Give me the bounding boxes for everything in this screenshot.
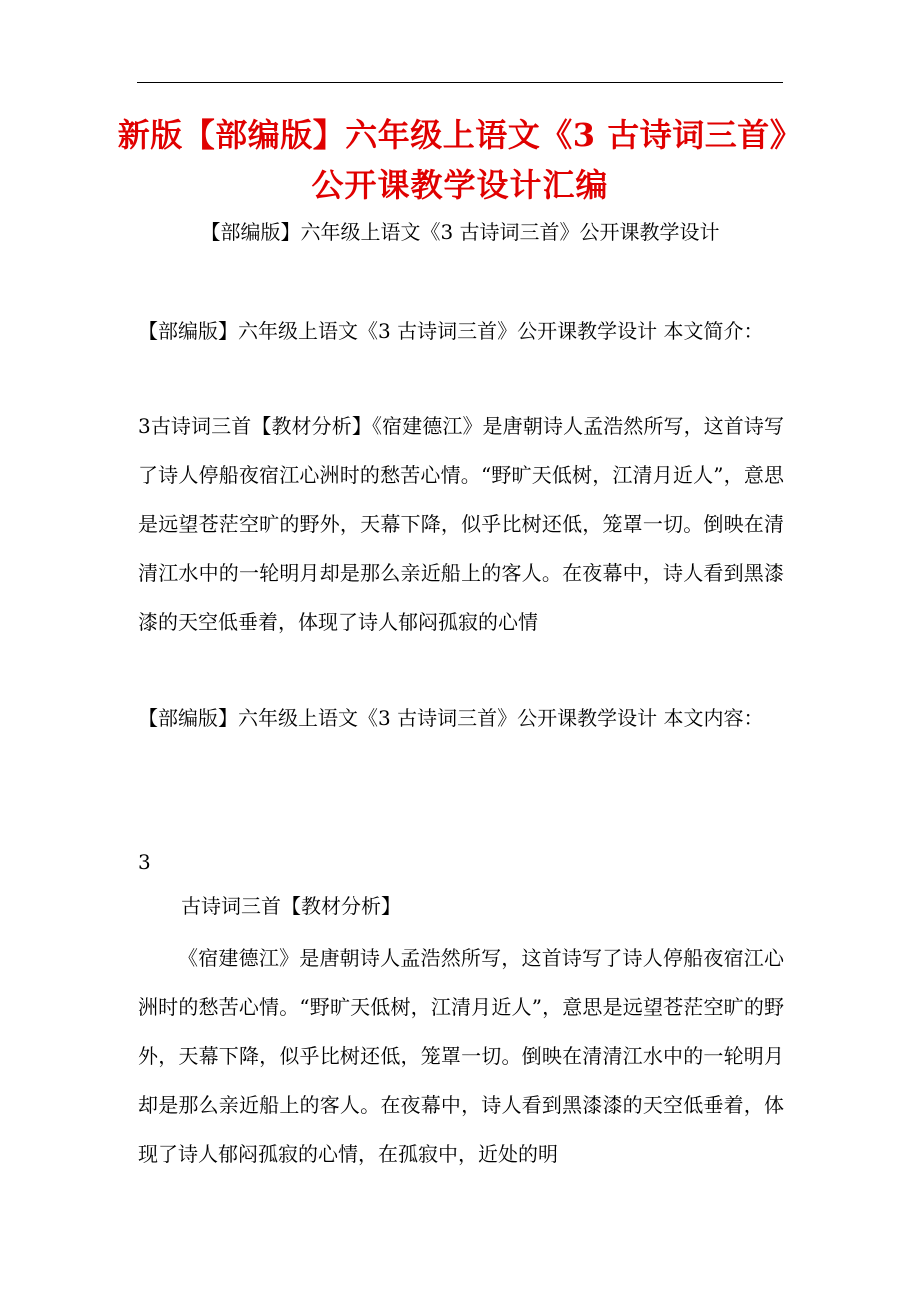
content-heading: 【部编版】六年级上语文《3 古诗词三首》公开课教学设计 本文内容： bbox=[138, 706, 764, 730]
document-title-line-1: 新版【部编版】六年级上语文《3 古诗词三首》 bbox=[117, 116, 803, 154]
document-subtitle: 【部编版】六年级上语文《3 古诗词三首》公开课教学设计 bbox=[200, 220, 720, 244]
header-rule bbox=[137, 82, 783, 83]
summary-paragraph: 3古诗词三首【教材分析】《宿建德江》是唐朝诗人孟浩然所写，这首诗写了诗人停船夜宿江心洲时的愁苦心情。“野旷天低树，江清月近人”，意思是远望苍茫空旷的野外，天幕下降，似乎比树还低，笼罩一切。倒映在清清江水中的一轮明月却是那么亲近船上的客人。在夜幕中，诗人看到黑漆漆的天空低垂着，体现了诗人郁闷孤寂的心情 bbox=[138, 414, 784, 634]
body-paragraph: 《宿建德江》是唐朝诗人孟浩然所写，这首诗写了诗人停船夜宿江心洲时的愁苦心情。“野旷天低树，江清月近人”，意思是远望苍茫空旷的野外，天幕下降，似乎比树还低，笼罩一切。倒映在清清江水中的一轮明月却是那么亲近船上的客人。在夜幕中，诗人看到黑漆漆的天空低垂着，体现了诗人郁闷孤寂的心情，在孤寂中，近处的明 bbox=[138, 946, 784, 1166]
intro-heading: 【部编版】六年级上语文《3 古诗词三首》公开课教学设计 本文简介： bbox=[138, 319, 764, 343]
section-heading: 古诗词三首【教材分析】 bbox=[181, 894, 401, 918]
section-number: 3 bbox=[138, 850, 151, 874]
document-title-line-2: 公开课教学设计汇编 bbox=[311, 166, 609, 204]
